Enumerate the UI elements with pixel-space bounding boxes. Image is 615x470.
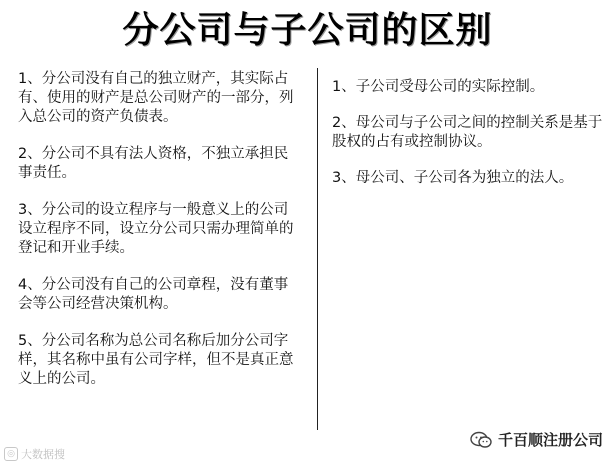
- branch-point-1: 1、分公司没有自己的独立财产，其实际占有、使用的财产是总公司财产的一部分，列入总公司的资产负债表。: [18, 71, 294, 125]
- brand-text: 千百顺注册公司: [497, 431, 603, 449]
- column-divider: [317, 68, 318, 430]
- watermark: [4, 446, 65, 462]
- subsidiary-point-2: 2、母公司与子公司之间的控制关系是基于股权的占有或控制协议。: [332, 115, 603, 150]
- subsidiary-point-1: 1、子公司受母公司的实际控制。: [332, 79, 545, 95]
- subsidiary-column: [332, 78, 604, 205]
- watermark-logo-icon: ◎: [4, 447, 18, 461]
- page-title: 分公司与子公司的区别: [122, 9, 493, 51]
- wechat-icon: [470, 431, 492, 449]
- branch-point-5: 5、分公司名称为总公司名称后加分公司字样，其名称中虽有公司字样，但不是真正意义上的公司。: [18, 333, 294, 387]
- subsidiary-point-3: 3、母公司、子公司各为独立的法人。: [332, 170, 574, 186]
- watermark-text: 大数据搜: [21, 448, 65, 461]
- branch-company-column: [18, 70, 300, 407]
- branch-point-2: 2、分公司不具有法人资格，不独立承担民事责任。: [18, 146, 289, 181]
- branch-point-4: 4、分公司没有自己的公司章程，没有董事会等公司经营决策机构。: [18, 277, 289, 312]
- brand-signature: [470, 429, 603, 450]
- branch-point-3: 3、分公司的设立程序与一般意义上的公司设立程序不同，设立分公司只需办理简单的登记和开业手续。: [18, 202, 294, 256]
